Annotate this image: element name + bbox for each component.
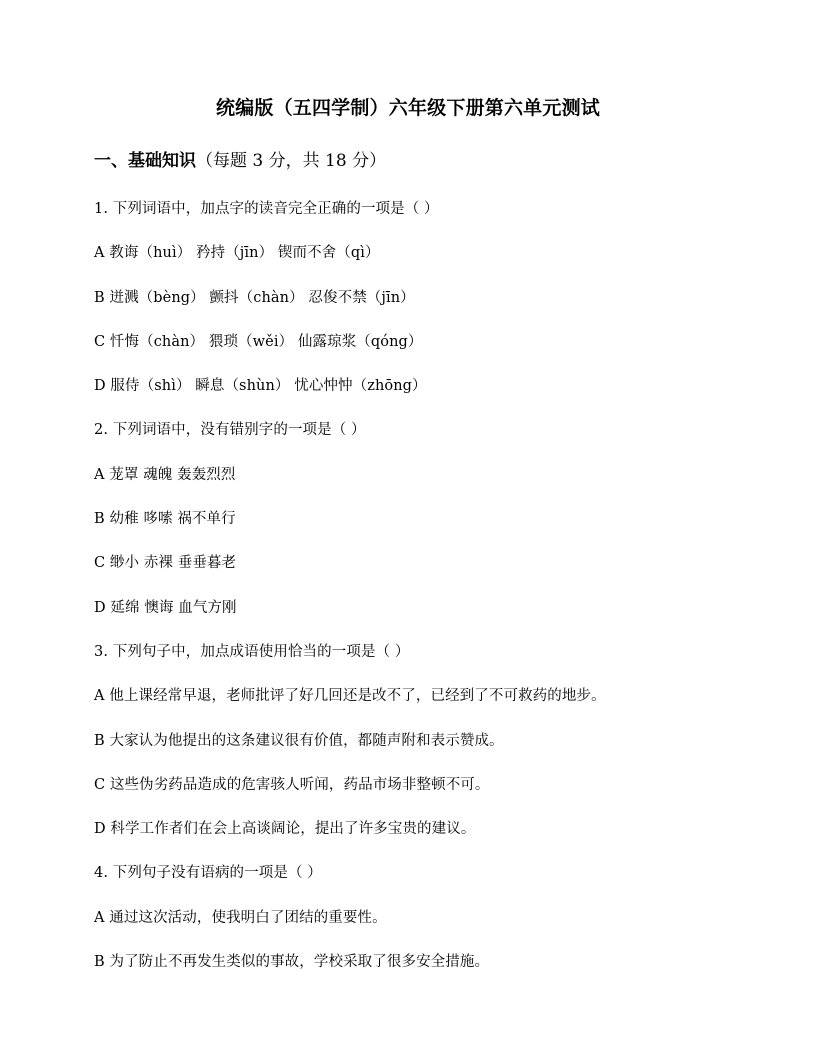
question-2-prompt: 2. 下列词语中，没有错别字的一项是（ ） xyxy=(94,422,366,439)
question-4-option-b: B 为了防止不再发生类似的事故，学校采取了很多安全措施。 xyxy=(94,954,490,971)
question-3-option-d: D 科学工作者们在会上高谈阔论，提出了许多宝贵的建议。 xyxy=(94,821,476,838)
question-1-option-d: D 服侍（shì） 瞬息（shùn） 忧心忡忡（zhōng） xyxy=(94,378,427,395)
question-1-option-a: A 教诲（huì） 矜持（jīn） 锲而不舍（qì） xyxy=(94,245,380,262)
question-3-option-b: B 大家认为他提出的这条建议很有价值，都随声附和表示赞成。 xyxy=(94,732,504,749)
question-2-option-d: D 延绵 懊诲 血气方刚 xyxy=(94,599,237,616)
question-4-prompt: 4. 下列句子没有语病的一项是（ ） xyxy=(94,865,322,882)
section-heading-label: 一、基础知识 xyxy=(94,151,196,171)
question-2-option-b: B 幼稚 哆嗦 祸不单行 xyxy=(94,511,236,528)
question-2-option-a: A 茏罩 魂魄 轰轰烈烈 xyxy=(94,466,236,483)
question-3-option-a: A 他上课经常早退，老师批评了好几回还是改不了，已经到了不可救药的地步。 xyxy=(94,688,606,705)
question-3-prompt: 3. 下列句子中，加点成语使用恰当的一项是（ ） xyxy=(94,643,410,660)
question-1-prompt: 1. 下列词语中，加点字的读音完全正确的一项是（ ） xyxy=(94,201,439,217)
section-heading xyxy=(94,148,386,174)
question-1-option-b: B 迸溅（bèng） 颤抖（chàn） 忍俊不禁（jīn） xyxy=(94,289,415,306)
question-list xyxy=(94,196,734,993)
question-1-option-c: C 忏悔（chàn） 猥琐（wěi） 仙露琼浆（qóng） xyxy=(94,333,423,350)
section-heading-note: （每题 3 分，共 18 分） xyxy=(196,151,387,171)
question-4-option-a: A 通过这次活动，使我明白了团结的重要性。 xyxy=(94,909,387,926)
question-3-option-c: C 这些伪劣药品造成的危害骇人听闻，药品市场非整顿不可。 xyxy=(94,776,490,793)
question-2-option-c: C 缈小 赤裸 垂垂暮老 xyxy=(94,555,237,572)
document-title: 统编版（五四学制）六年级下册第六单元测试 xyxy=(215,97,600,119)
